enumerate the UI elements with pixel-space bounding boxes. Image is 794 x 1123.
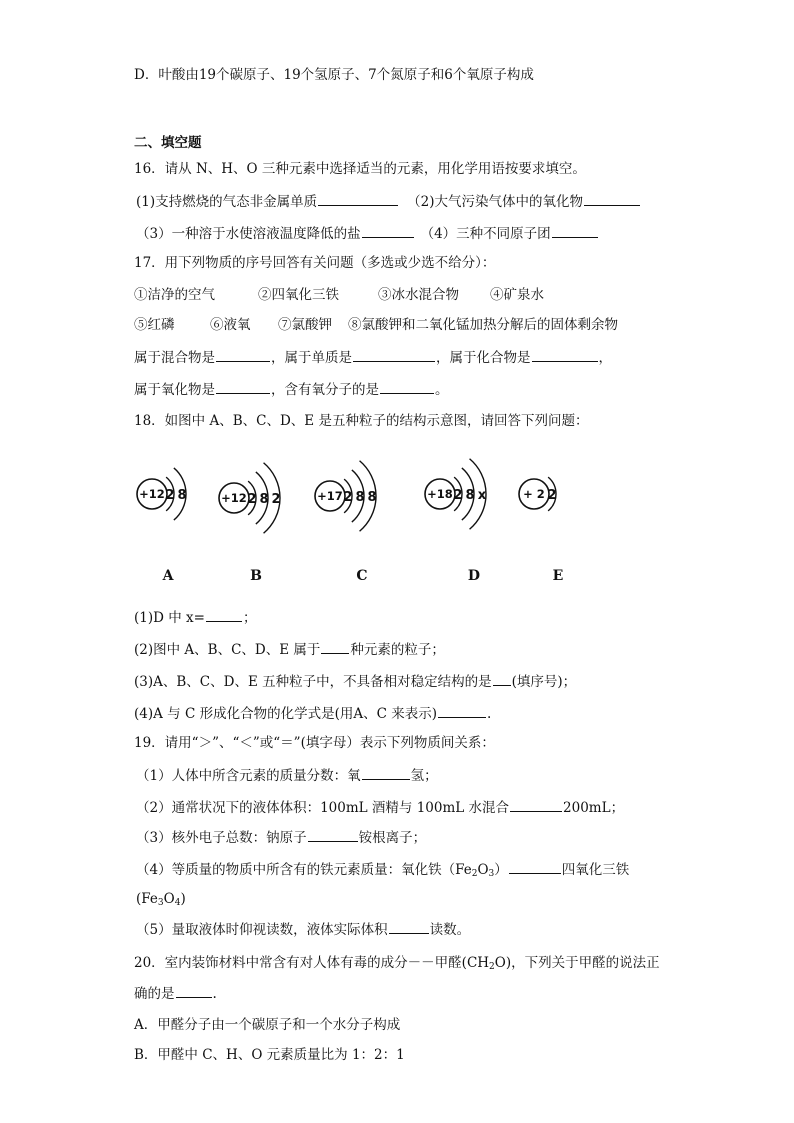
q19-part-1-text: （1）人体中所含元素的质量分数：氧	[136, 768, 361, 784]
q17-item-2: ②四氧化三铁	[258, 287, 339, 303]
shell-electron-count: 2	[247, 492, 257, 507]
shell-electron-count: 8	[367, 490, 377, 505]
q18-sub-1	[134, 608, 256, 627]
nucleus-charge: + 2	[523, 487, 545, 501]
q19-blank-5[interactable]	[389, 920, 429, 934]
q19-sub-fe2: 2	[471, 869, 478, 879]
shell-electron-count: 8	[465, 488, 475, 503]
section-heading: 二、填空题	[134, 135, 202, 151]
q18-blank-4[interactable]	[438, 704, 486, 718]
q20-stem-end: .	[212, 986, 217, 1002]
q19-blank-2[interactable]	[510, 798, 562, 812]
q20-stem-text-1: 20．室内装饰材料中常含有对人体有毒的成分－－甲醛(CH	[134, 955, 490, 971]
q17-comma: ，	[598, 350, 612, 366]
q19-part-5-text: （5）量取液体时仰视读数，液体实际体积	[136, 922, 388, 938]
q18-blank-3[interactable]	[493, 672, 511, 686]
q19-stem: 19．请用“＞”、“＜”或“＝”(填字母）表示下列物质间关系：	[134, 735, 495, 751]
q17-blank-compound[interactable]	[532, 348, 598, 362]
q19-blank-1[interactable]	[362, 766, 410, 780]
q20-sub-h2: 2	[489, 962, 495, 972]
nucleus-charge: +18	[427, 487, 453, 501]
q18-blank-2[interactable]	[321, 640, 349, 654]
q19-sub-o4: 4	[174, 898, 181, 908]
shell-electron-count: 2	[547, 488, 557, 503]
atom-label: A	[162, 568, 174, 584]
q18-sub-1-text: (1)D 中 x=	[134, 610, 205, 626]
q17-blank-element[interactable]	[353, 348, 435, 362]
shell-electron-count: 2	[165, 488, 175, 503]
q18-sub-2-text: (2)图中 A、B、C、D、E 属于	[134, 642, 321, 658]
q19-part-2-end: 200mL；	[563, 800, 625, 816]
atom-structure-diagrams	[130, 448, 600, 588]
q19-blank-3[interactable]	[308, 828, 358, 842]
q16-stem: 16．请从 N、H、O 三种元素中选择适当的元素，用化学用语按要求填空。	[134, 161, 586, 177]
q17-item-7: ⑦氯酸钾	[278, 317, 332, 333]
q19-part-1	[136, 766, 438, 785]
q18-sub-2	[134, 640, 445, 659]
q18-sub-3	[134, 672, 576, 691]
q17-answer-row-1	[134, 348, 612, 367]
atom-label: E	[552, 568, 564, 584]
q17-label-oxide: 属于氧化物是	[134, 382, 215, 398]
q17-blank-mixture[interactable]	[216, 348, 270, 362]
q19-paren-close: ）	[494, 862, 508, 878]
q16-part-4: （4）三种不同原子团	[420, 226, 551, 242]
q19-fe3o4-open: (Fe	[136, 891, 158, 907]
q19-part-3-end: 铵根离子；	[358, 830, 427, 846]
q18-blank-1[interactable]	[206, 608, 242, 622]
q16-part-2: （2)大气污染气体中的氧化物	[407, 194, 583, 210]
q17-item-3: ③冰水混合物	[378, 287, 459, 303]
q20-option-a[interactable]: A．甲醛分子由一个碳原子和一个水分子构成	[134, 1017, 401, 1033]
q19-fe3o4-close: )	[180, 891, 186, 907]
q18-sub-3-end: (填序号)；	[511, 674, 577, 690]
q17-item-5: ⑤红磷	[134, 317, 175, 333]
q20-stem-text-3: 确的是	[134, 986, 175, 1002]
q16-blank-3[interactable]	[362, 224, 414, 238]
shell-electron-count: 2	[271, 492, 281, 507]
q19-part-3-text: （3）核外电子总数：钠原子	[136, 830, 307, 846]
q19-part-1-end: 氢；	[410, 768, 438, 784]
q18-sub-4	[134, 704, 491, 723]
q19-o-1: O	[477, 862, 489, 878]
option-d-previous: D．叶酸由19个碳原子、19个氢原子、7个氮原子和6个氧原子构成	[134, 67, 534, 83]
q19-part-4-formula	[136, 890, 186, 912]
q19-blank-4[interactable]	[509, 860, 561, 874]
q17-item-1: ①洁净的空气	[134, 287, 215, 303]
q18-sub-2-end: 种元素的粒子；	[350, 642, 445, 658]
shell-electron-count: 2	[453, 488, 463, 503]
q20-blank[interactable]	[176, 984, 212, 998]
q17-label-element: ，属于单质是	[271, 350, 352, 366]
q16-blank-4[interactable]	[552, 224, 598, 238]
q17-blank-oxygen-molecule[interactable]	[380, 380, 434, 394]
q17-item-4: ④矿泉水	[490, 287, 544, 303]
q20-option-b[interactable]: B．甲醛中 C、H、O 元素质量比为 1：2：1	[134, 1047, 405, 1063]
q19-sub-fe3: 3	[157, 898, 164, 908]
q16-row-1	[136, 192, 641, 211]
shell-electron-count: 8	[355, 490, 365, 505]
q19-part-4-end: 四氧化三铁	[561, 862, 630, 878]
q18-sub-4-text: (4)A 与 C 形成化合物的化学式是(用A、C 来表示)	[134, 706, 437, 722]
q17-blank-oxide[interactable]	[216, 380, 270, 394]
nucleus-charge: +12	[139, 487, 165, 501]
shell-electron-count: 8	[177, 488, 187, 503]
q16-blank-2[interactable]	[584, 192, 640, 206]
q18-sub-4-end: .	[486, 706, 492, 722]
atom-label: D	[467, 568, 481, 584]
q17-label-oxygen-molecule: ，含有氧分子的是	[271, 382, 379, 398]
q17-stem: 17．用下列物质的序号回答有关问题（多选或少选不给分）：	[134, 255, 496, 271]
q20-stem-line-1	[134, 954, 660, 976]
q19-part-2-text: （2）通常状况下的液体体积：100mL 酒精与 100mL 水混合	[136, 800, 510, 816]
q16-part-1: (1)支持燃烧的气态非金属单质	[136, 194, 318, 210]
q18-sub-1-end: ；	[242, 610, 257, 626]
q19-part-4-text: （4）等质量的物质中所含有的铁元素质量：氧化铁（Fe	[136, 862, 472, 878]
q16-part-3: （3）一种溶于水使溶液温度降低的盐	[136, 226, 361, 242]
q17-answer-row-2	[134, 380, 449, 399]
q20-stem-line-2	[134, 984, 217, 1003]
q19-part-4	[136, 860, 629, 883]
shell-electron-count: x	[477, 488, 487, 503]
q19-sub-o3: 3	[488, 869, 495, 879]
q19-part-3	[136, 828, 426, 847]
q17-period: 。	[435, 382, 449, 398]
q18-stem: 18．如图中 A、B、C、D、E 是五种粒子的结构示意图，请回答下列问题：	[134, 413, 589, 429]
q18-sub-3-text: (3)A、B、C、D、E 五种粒子中，不具备相对稳定结构的是	[134, 674, 492, 690]
q17-label-mixture: 属于混合物是	[134, 350, 215, 366]
q17-label-compound: ，属于化合物是	[436, 350, 531, 366]
q19-o-2: O	[163, 891, 175, 907]
q19-part-2	[136, 798, 624, 817]
atom-label: C	[356, 568, 368, 584]
nucleus-charge: +12	[221, 491, 247, 505]
q19-part-5	[136, 920, 470, 939]
nucleus-charge: +17	[317, 489, 343, 503]
shell-electron-count: 8	[259, 492, 269, 507]
q20-stem-text-2: O)，下列关于甲醛的说法正	[494, 955, 660, 971]
q17-item-8: ⑧氯酸钾和二氧化锰加热分解后的固体剩余物	[348, 317, 618, 333]
atom-label: B	[250, 568, 262, 584]
q17-item-6: ⑥液氧	[210, 317, 251, 333]
shell-electron-count: 2	[343, 490, 353, 505]
q16-row-2	[136, 224, 599, 243]
q19-part-5-end: 读数。	[429, 922, 471, 938]
q16-blank-1[interactable]	[318, 192, 398, 206]
